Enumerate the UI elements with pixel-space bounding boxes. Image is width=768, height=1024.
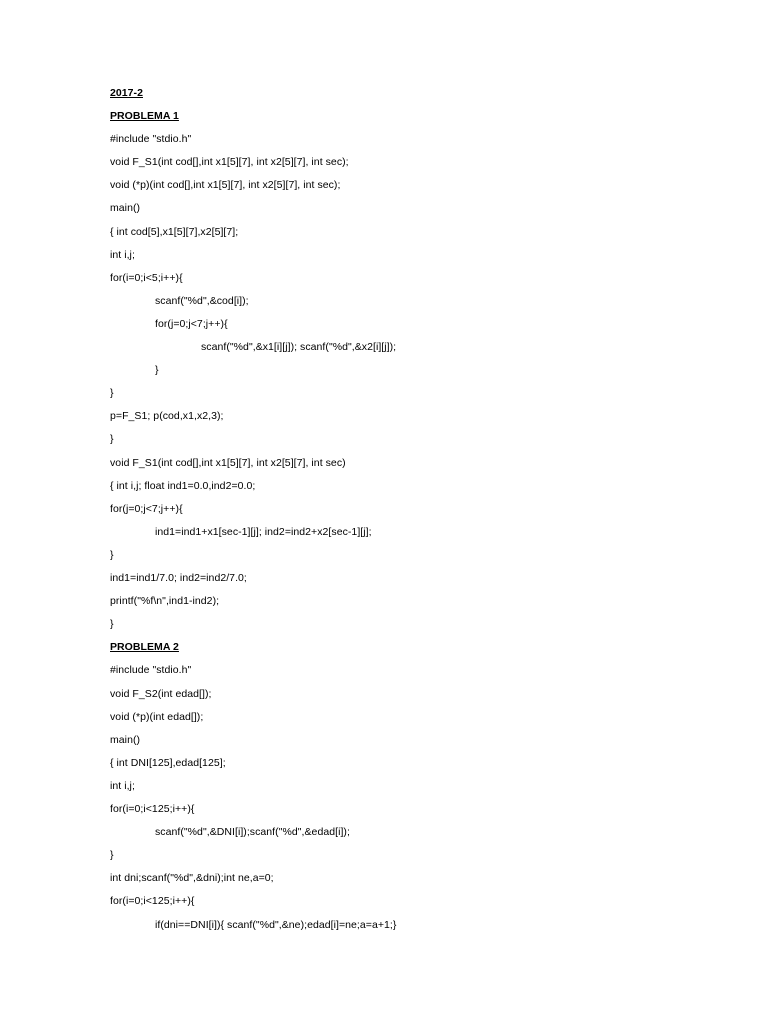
code-line: for(j=0;j<7;j++){ [110,503,183,515]
code-line: scanf("%d",&x1[i][j]); scanf("%d",&x2[i][j]); [201,341,397,353]
code-line: void F_S2(int edad[]); [110,688,212,700]
problem-2-heading: PROBLEMA 2 [110,641,179,653]
code-line: for(i=0;i<5;i++){ [110,272,183,284]
code-line: } [110,618,114,630]
code-line: #include "stdio.h" [110,133,192,145]
code-line: main() [110,734,141,746]
code-line: void (*p)(int edad[]); [110,711,204,723]
code-line: } [155,364,159,376]
code-line: ind1=ind1+x1[sec-1][j]; ind2=ind2+x2[sec-1][j]; [155,526,372,538]
code-line: printf("%f\n",ind1-ind2); [110,595,220,607]
code-line: void F_S1(int cod[],int x1[5][7], int x2[5][7], int sec) [110,457,346,469]
year-heading: 2017-2 [110,87,143,99]
code-line: #include "stdio.h" [110,664,192,676]
code-line: main() [110,202,141,214]
code-line: } [110,387,114,399]
problem-1-heading: PROBLEMA 1 [110,110,179,122]
code-line: int i,j; [110,780,135,792]
code-line: if(dni==DNI[i]){ scanf("%d",&ne);edad[i]=ne;a=a+1;} [155,919,397,931]
code-line: scanf("%d",&DNI[i]);scanf("%d",&edad[i]); [155,826,350,838]
code-line: for(j=0;j<7;j++){ [155,318,228,330]
code-line: } [110,433,114,445]
code-line: scanf("%d",&cod[i]); [155,295,249,307]
code-line: { int cod[5],x1[5][7],x2[5][7]; [110,226,239,238]
code-line: } [110,849,114,861]
code-line: } [110,549,114,561]
code-line: ind1=ind1/7.0; ind2=ind2/7.0; [110,572,247,584]
code-line: int dni;scanf("%d",&dni);int ne,a=0; [110,872,274,884]
code-line: for(i=0;i<125;i++){ [110,895,195,907]
code-line: p=F_S1; p(cod,x1,x2,3); [110,410,224,422]
code-line: for(i=0;i<125;i++){ [110,803,195,815]
code-line: { int DNI[125],edad[125]; [110,757,226,769]
code-line: void (*p)(int cod[],int x1[5][7], int x2[5][7], int sec); [110,179,341,191]
code-line: void F_S1(int cod[],int x1[5][7], int x2[5][7], int sec); [110,156,349,168]
code-line: { int i,j; float ind1=0.0,ind2=0.0; [110,480,256,492]
code-line: int i,j; [110,249,135,261]
